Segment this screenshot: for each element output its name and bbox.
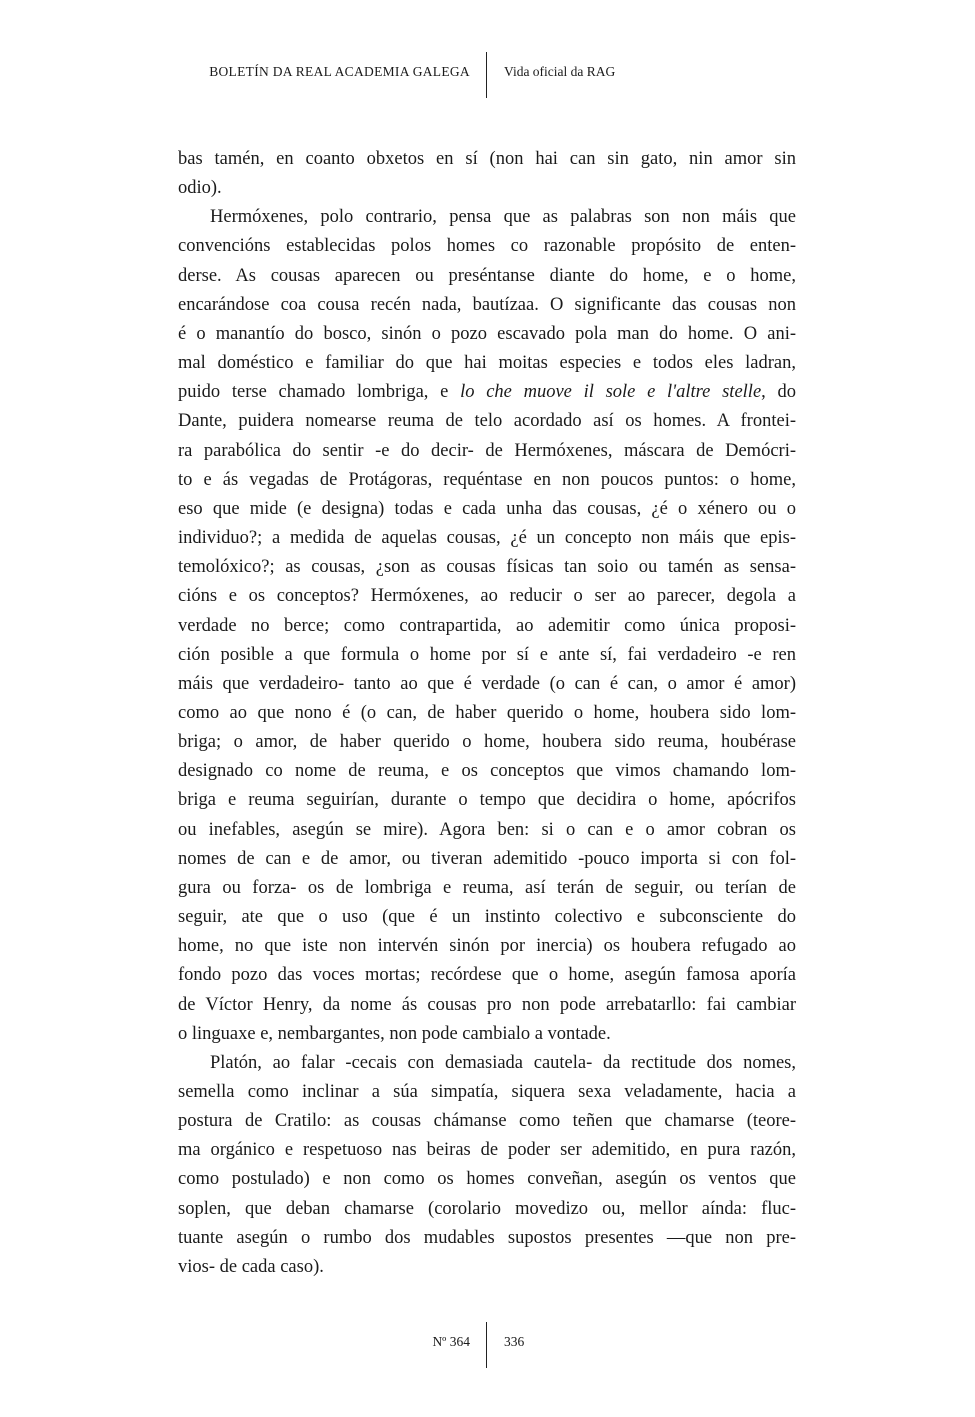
text-line: encarándose coa cousa recén nada, bautízaa. O significante das cousas non <box>178 294 796 315</box>
text-line: mal doméstico e familiar do que hai moitas especies e todos eles ladran, <box>178 353 796 374</box>
text-line: home, no que iste non intervén sinón por inercia) os houbera refugado ao <box>178 936 796 957</box>
text-line: fondo pozo das voces mortas; recórdese que o home, asegún famosa aporía <box>178 965 796 986</box>
body-text <box>178 145 796 1282</box>
text-line: o linguaxe e, nembargantes, non pode cambialo a vontade. <box>178 1023 611 1044</box>
text-line: eso que mide (e designa) todas e cada unha das cousas, ¿é o xénero ou o <box>178 498 796 519</box>
text-line: ra parabólica do sentir -e do decir- de Hermóxenes, máscara de Demócri- <box>178 440 796 461</box>
journal-title: BOLETÍN DA REAL ACADEMIA GALEGA <box>209 64 470 79</box>
text-segment: puido terse chamado lombriga, e <box>178 382 461 403</box>
page-number: 336 <box>504 1334 525 1349</box>
italic-quote: lo che muove il sole e l'altre stelle <box>460 382 762 403</box>
text-line: máis que verdadeiro- tanto ao que é verdade (o can é can, o amor é amor) <box>178 673 796 694</box>
text-line: ou inefables, asegún se mire). Agora ben: si o can e o amor cobran os <box>178 819 796 840</box>
text-line: convencións establecidas polos homes co razonable propósito de enten- <box>178 236 796 257</box>
text-line: é o manantío do bosco, sinón o pozo escavado pola man do home. O ani- <box>178 323 796 344</box>
text-line: vios- de cada caso). <box>178 1256 324 1277</box>
text-line: briga; o amor, de haber querido o home, houbera sido reuma, houbérase <box>178 732 796 753</box>
paragraph <box>178 145 796 203</box>
text-line: temolóxico?; as cousas, ¿son as cousas físicas tan soio ou tamén as sensa- <box>178 557 796 578</box>
text-line: como postulado) e non como os homes conveñan, asegún os ventos que <box>178 1169 796 1190</box>
text-line: cións e os conceptos? Hermóxenes, ao reducir o ser ao parecer, degola a <box>178 586 796 607</box>
text-line: ción posible a que formula o home por sí e ante sí, fai verdadeiro -e ren <box>178 644 796 665</box>
text-line: semella como inclinar a súa simpatía, siquera sexa veladamente, hacia a <box>178 1082 796 1102</box>
text-line: postura de Cratilo: as cousas chámanse como teñen que chamarse (teore- <box>178 1111 796 1132</box>
text-line: verdade no berce; como contrapartida, ao ademitir como única proposi- <box>178 615 796 636</box>
text-line <box>178 378 796 407</box>
issue-number: Nº 364 <box>432 1334 470 1349</box>
text-line: derse. As cousas aparecen ou preséntanse diante do home, e o home, <box>178 265 796 286</box>
text-line: gura ou forza- os de lombriga e reuma, así terán de seguir, ou terían de <box>178 877 796 898</box>
section-title: Vida oficial da RAG <box>504 64 616 79</box>
text-line: soplen, que deban chamarse (corolario movedizo ou, mellor aínda: fluc- <box>178 1198 796 1219</box>
paragraph <box>178 203 796 1049</box>
text-line: Hermóxenes, polo contrario, pensa que as palabras son non máis que <box>210 207 796 228</box>
text-line: ma orgánico e respetuoso nas beiras de poder ser ademitido, en pura razón, <box>178 1140 796 1161</box>
paragraph <box>178 1049 796 1282</box>
text-line: nomes de can e de amor, ou tiveran ademitido -pouco importa si con fol- <box>178 848 796 869</box>
text-line: Platón, ao falar -cecais con demasiada cautela- da rectitude dos nomes, <box>210 1052 796 1073</box>
text-line: individuo?; a medida de aquelas cousas, ¿é un concepto non máis que epis- <box>178 528 796 549</box>
text-line: to e ás vegadas de Protágoras, requéntase en non poucos puntos: o home, <box>178 469 796 490</box>
text-line: designado co nome de reuma, e os conceptos que vimos chamando lom- <box>178 761 796 782</box>
text-line: seguir, ate que o uso (que é un instinto colectivo e subconsciente do <box>178 907 796 928</box>
text-line: briga e reuma seguirían, durante o tempo que decidira o home, apócrifos <box>178 790 796 811</box>
text-line: odio). <box>178 178 222 199</box>
text-line: de Víctor Henry, da nome ás cousas pro non pode arrebatarllo: fai cambiar <box>178 994 796 1015</box>
text-line: como ao que nono é (o can, de haber querido o home, houbera sido lom- <box>178 702 796 723</box>
text-line: tuante asegún o rumbo dos mudables supostos presentes —que non pre- <box>178 1227 796 1248</box>
text-line: bas tamén, en coanto obxetos en sí (non hai can sin gato, nin amor sin <box>178 149 796 169</box>
text-line: Dante, puidera nomearse reuma de telo acordado así os homes. A frontei- <box>178 411 796 432</box>
footer-divider <box>486 1322 487 1368</box>
header-divider <box>486 52 487 98</box>
text-segment: , do <box>761 382 797 403</box>
